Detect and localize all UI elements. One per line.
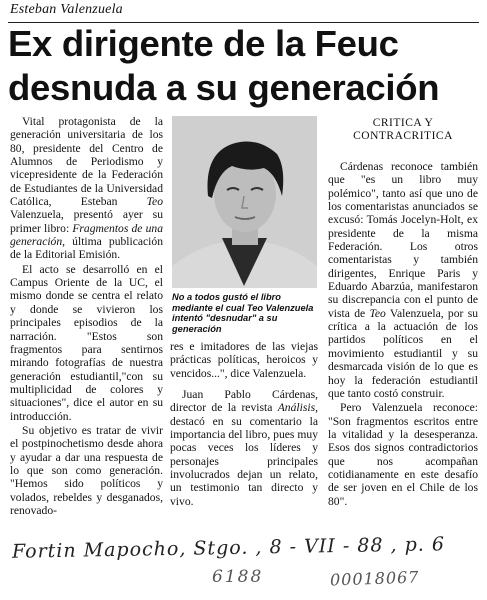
paragraph-objective: Su objetivo es tratar de vivir el postpinochetismo desde ahora y ayudar a dar una respuesta de lo que son como generación. "Hemos sido políticos y volados, rebeldes y desganados, renovado-: [10, 423, 163, 517]
headline-line-2: desnuda a su generación: [8, 67, 440, 108]
paragraph-intro: [10, 115, 163, 262]
article-column-1: [10, 115, 163, 517]
intro-text-a: Vital protagonista de la generación universitaria de los 80, presidente del Centro de Alumnos de Periodismo y vicepresidente de la Federación de Estudiantes de la Universidad Católica, Esteban: [10, 115, 163, 209]
headline-line-1: Ex dirigente de la Feuc: [8, 23, 399, 64]
intro-text-b: Valenzuela, presentó ayer su primer libro:: [10, 208, 163, 235]
paragraph-continuation: res e imitadores de las viejas prácticas políticas, heroicos y vencidos...", dice Valenzuela.: [170, 340, 318, 380]
paragraph-cardenas: [170, 388, 318, 508]
section-subhead: [328, 117, 478, 142]
article-column-2: [170, 340, 318, 508]
subhead-line-2: CONTRACRITICA: [353, 129, 453, 142]
handwritten-number: 6188: [212, 567, 264, 587]
portrait-photo-icon: [172, 116, 317, 288]
byline: Esteban Valenzuela: [10, 2, 123, 17]
cardenas-text-a: Juan Pablo Cárdenas, director de la revista: [170, 388, 318, 415]
article-column-3: [328, 160, 478, 508]
paragraph-event: El acto se desarrolló en el Campus Oriente de la UC, el mismo donde se centra el relato y donde se vivieron los principales episodios de la narración. "Estos son fragmentos para sentirnos mirando fotografías de nuestra generación estudiantil,"con su multiplicidad de colores y situaciones", dice el autor en su introducción.: [10, 262, 163, 423]
subhead-line-1: CRITICA Y: [372, 117, 434, 129]
magazine-title: Análisis: [277, 401, 316, 415]
cardenas-text-b: , destacó en su comentario la importancia del libro, pues muy pocas veces los líderes y personajes principales involucrados dejan un relato, un testimonio tan directo y vivo.: [170, 401, 318, 508]
teo-nickname-2: Teo: [369, 306, 386, 320]
handwritten-code: 00018067: [329, 567, 420, 590]
criticism-text-b: Valenzuela, por su crítica a la actuación de los partidos políticos en el movimiento estudiantil y su desmarcada visión de lo que es hoy la federación estudiantil que tanto costó construir.: [328, 306, 478, 400]
book-title: Fragmentos de una generación: [10, 221, 163, 249]
intro-text-c: , última publicación de la Editorial Emisión.: [10, 235, 163, 262]
headline: [8, 22, 480, 110]
paragraph-criticism: [328, 160, 478, 400]
criticism-text-a: Cárdenas reconoce también que "es un libro muy polémico", tanto así que uno de los comentaristas anunciados se excusó: Tomás Jocelyn-Holt, ex presidente de la misma Federación. Los otros comentaristas y también dirigentes, Enrique Paris y Eduardo Abarzúa, manifestaron su discrepancia con el punto de vista de: [328, 160, 478, 320]
photo-caption: No a todos gustó el libro mediante el cual Teo Valenzuela intentó "desnudar" a su generación: [172, 292, 314, 334]
handwritten-source: Fortin Mapocho, Stgo. , 8 - VII - 88 , p. 6: [11, 533, 446, 563]
handwritten-annotations: [12, 525, 477, 597]
paragraph-response: Pero Valenzuela reconoce: "Son fragmentos escritos entre la vitalidad y la desesperanza. Esos dos signos contradictorios que nos acompañan cotidianamente en este desafío de ser joven en el Chile de los 80".: [328, 401, 478, 508]
teo-nickname: Teo: [146, 195, 163, 209]
